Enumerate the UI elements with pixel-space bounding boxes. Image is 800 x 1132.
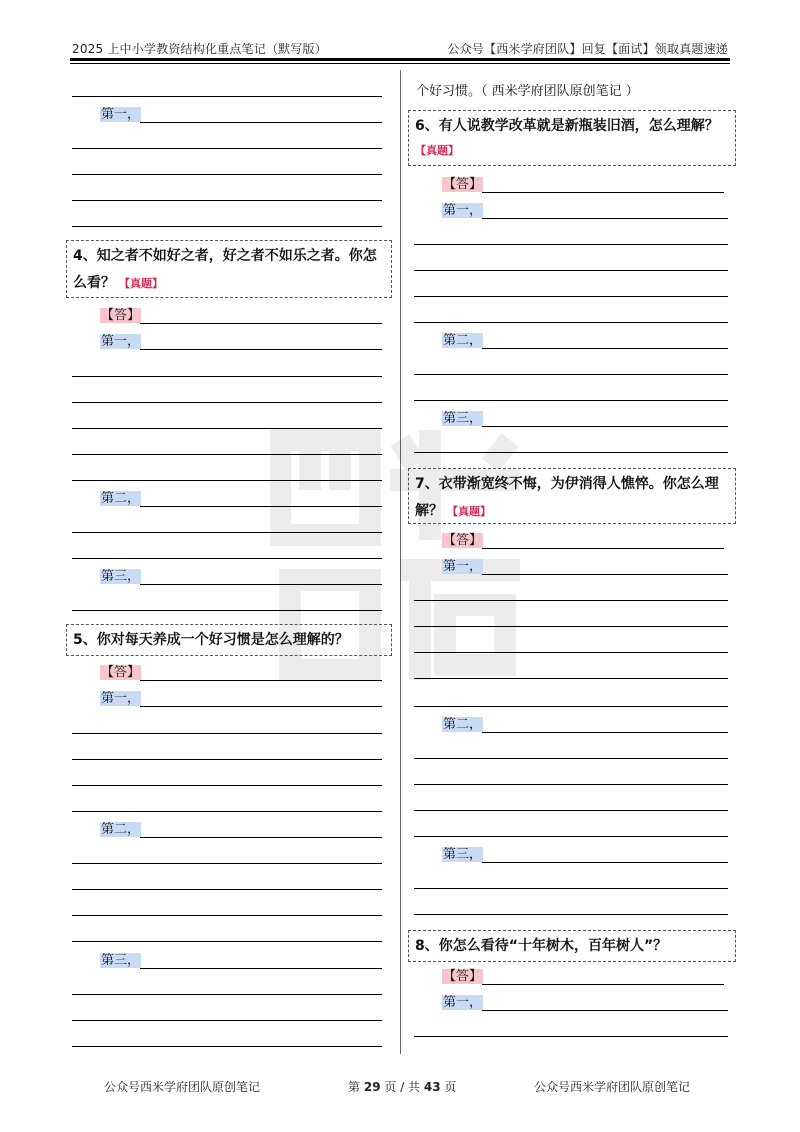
third-label-text: 第三， [101,569,141,584]
answer-line [140,349,382,350]
question-7-tag: 【真题】 [447,505,491,518]
answer-line [72,96,382,97]
question-5-text: 5、你对每天养成一个好习惯是怎么理解的？ [73,632,349,648]
answer-line [482,548,724,549]
answer-line [414,400,728,401]
question-7-box [408,468,736,524]
answer-line [72,226,382,227]
answer-line [72,148,382,149]
header-promo: 公众号【西米学府团队】回复【面试】领取真题速递 [447,42,728,56]
point-first-label [100,333,141,351]
question-6-tag: 【真题】 [415,144,459,157]
answer-line [72,558,382,559]
question-6-box [408,110,736,166]
question-8-box [408,930,736,962]
question-4-text: 4、知之者不如好之者，好之者不如乐之者。你怎么看？ [73,248,377,291]
answer-label-text: 【答】 [101,665,141,680]
answer-line [482,192,724,193]
page-suffix: 页 [444,1080,457,1094]
answer-line [72,1020,382,1021]
answer-label [100,664,141,682]
question-7-text: 7、衣带渐宽终不悔，为伊消得人憔悴。你怎么理解？ [415,476,719,519]
answer-line [414,270,728,271]
question-5-box [66,624,392,656]
answer-line [414,374,728,375]
answer-line [482,732,728,733]
point-third-label [100,568,141,586]
footer-page-number [348,1078,456,1095]
answer-line [414,706,728,707]
first-label-text: 第一， [443,559,483,574]
point-third-label [100,952,141,970]
footer-left: 公众号西米学府团队原创笔记 [104,1080,261,1094]
first-label-text: 第一， [443,203,483,218]
answer-line [482,862,728,863]
footer-right: 公众号西米学府团队原创笔记 [534,1080,691,1094]
point-second-label [442,332,483,350]
answer-line [72,200,382,201]
header-rule-thin [70,63,730,64]
answer-line [72,759,382,760]
second-label-text: 第二， [101,822,141,837]
answer-line [482,426,728,427]
answer-line [140,323,382,324]
header-doc-title: 2025 上中小学教资结构化重点笔记（默写版） [72,42,327,56]
answer-line [414,888,728,889]
answer-label-text: 【答】 [443,177,483,192]
answer-line [414,452,728,453]
answer-line [140,506,382,507]
answer-line [414,652,728,653]
answer-line [414,600,728,601]
answer-label-text: 【答】 [443,969,483,984]
point-second-label [100,490,141,508]
question-8-text: 8、你怎么看待“十年树木，百年树人”？ [415,938,668,954]
answer-line [414,784,728,785]
answer-line [414,626,728,627]
point-first-label [100,690,141,708]
point-second-label [442,716,483,734]
answer-line [482,218,728,219]
answer-line [414,244,728,245]
answer-line [140,706,382,707]
first-label-text: 第一， [443,995,483,1010]
point-first-label [442,558,483,576]
answer-line [72,811,382,812]
answer-label-text: 【答】 [443,533,483,548]
answer-line [72,174,382,175]
answer-line [414,678,728,679]
point-first-label [442,202,483,220]
third-label-text: 第三， [443,411,483,426]
answer-line [482,984,724,985]
answer-line [140,122,382,123]
second-label-text: 第二， [443,717,483,732]
point-third-label [442,410,483,428]
page-prefix: 第 [348,1080,361,1094]
first-label-text: 第一， [101,334,141,349]
continued-note-text: 个好习惯。（ 西米学府团队原创笔记 ） [416,84,639,99]
answer-line [72,402,382,403]
answer-line [72,454,382,455]
question-6-text: 6、有人说教学改革就是新瓶装旧酒，怎么理解？ [415,118,719,134]
answer-line [72,994,382,995]
answer-line [72,785,382,786]
answer-line [414,322,728,323]
second-label-text: 第二， [101,491,141,506]
header-rule-thick [70,58,730,61]
answer-line [140,584,382,585]
page-total: 43 [423,1080,441,1094]
answer-line [140,968,382,969]
answer-line [482,574,728,575]
question-4-box [66,240,392,298]
answer-label [442,532,483,550]
question-4-tag: 【真题】 [119,277,163,290]
page-mid: 页 / 共 [384,1080,421,1094]
answer-line [414,1036,728,1037]
answer-line [140,680,382,681]
answer-line [72,733,382,734]
answer-line [414,914,728,915]
answer-line [414,296,728,297]
answer-line [72,915,382,916]
answer-line [72,889,382,890]
answer-label [442,176,483,194]
answer-line [72,532,382,533]
page-current: 29 [363,1080,381,1094]
answer-line [72,863,382,864]
answer-line [72,428,382,429]
answer-line [72,1046,382,1047]
answer-line [72,941,382,942]
first-label-text: 第一， [101,691,141,706]
point-second-label [100,821,141,839]
third-label-text: 第三， [101,953,141,968]
point-third-label [442,846,483,864]
answer-line [72,480,382,481]
answer-line [72,610,382,611]
answer-line [414,810,728,811]
second-label-text: 第二， [443,333,483,348]
answer-label-text: 【答】 [101,308,141,323]
first-label-text: 第一， [101,107,141,122]
point-first-label [442,994,483,1012]
answer-line [414,836,728,837]
point-first-label [100,106,141,124]
answer-line [414,758,728,759]
answer-line [482,348,728,349]
answer-line [482,1010,728,1011]
column-divider [400,70,401,1054]
answer-label [100,307,141,325]
answer-label [442,968,483,986]
answer-line [140,837,382,838]
third-label-text: 第三， [443,847,483,862]
answer-line [72,376,382,377]
